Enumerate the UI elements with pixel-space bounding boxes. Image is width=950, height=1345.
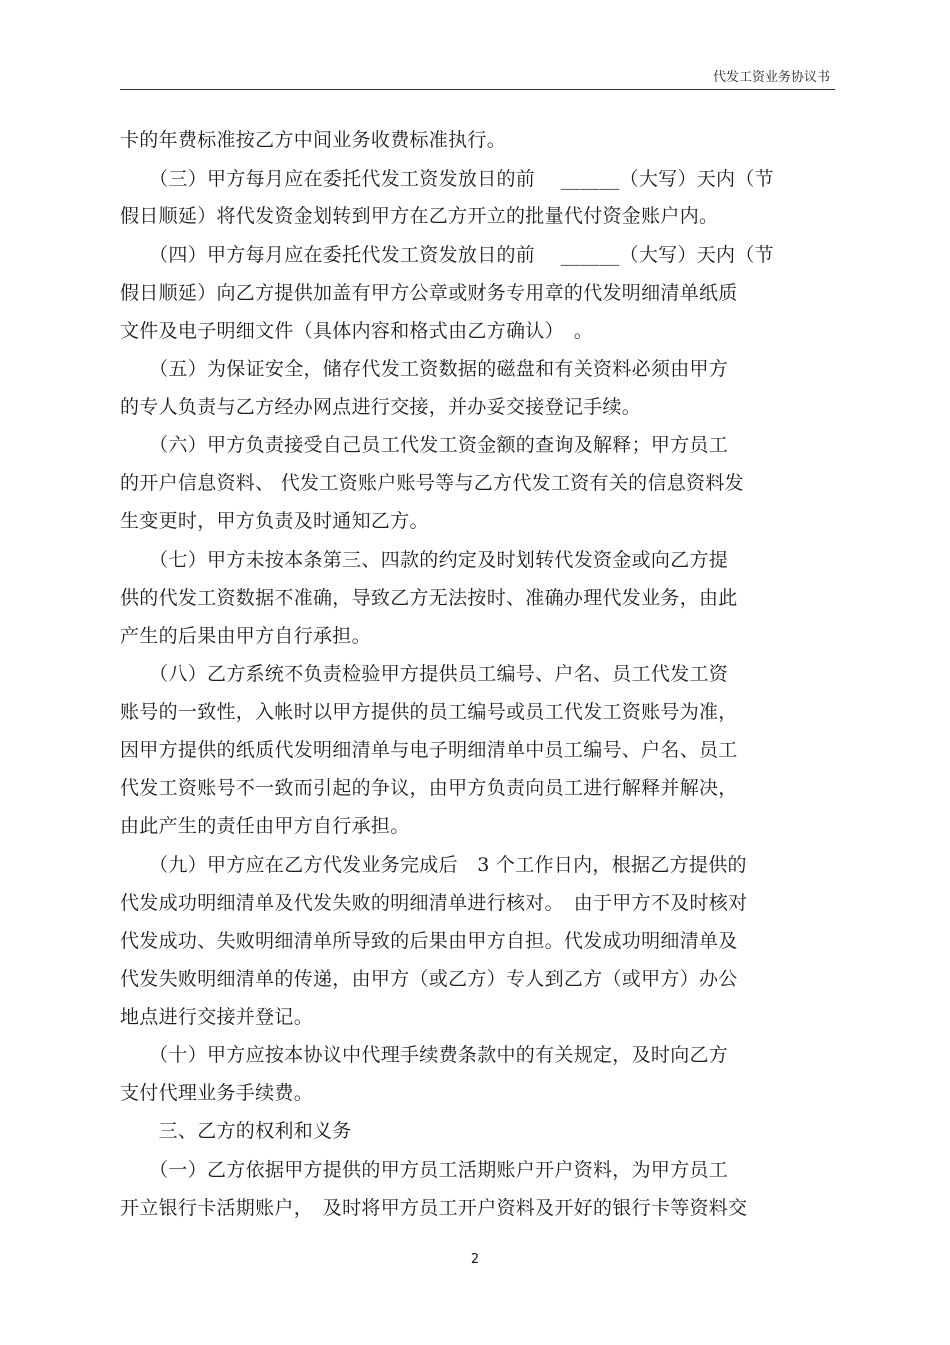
- body-line: （九）甲方应在乙方代发业务完成后 3 个工作日内，根据乙方提供的: [120, 854, 747, 876]
- body-line: 代发成功、失败明细清单所导致的后果由甲方自担。代发成功明细清单及: [120, 930, 738, 952]
- body-line: （五）为保证安全，储存代发工资数据的磁盘和有关资料必须由甲方: [120, 358, 729, 380]
- body-line: 地点进行交接并登记。: [120, 1006, 314, 1028]
- body-line: （八）乙方系统不负责检验甲方提供员工编号、户名、员工代发工资: [120, 663, 729, 685]
- page-header-title: 代发工资业务协议书: [712, 70, 830, 85]
- body-line: 的开户信息资料、 代发工资账户账号等与乙方代发工资有关的信息资料发: [120, 472, 744, 494]
- body-line: 代发工资账号不一致而引起的争议，由甲方负责向员工进行解释并解决，: [120, 777, 738, 799]
- body-line: 卡的年费标准按乙方中间业务收费标准执行。: [120, 129, 507, 151]
- body-line: 生变更时，甲方负责及时通知乙方。: [120, 510, 429, 532]
- section-heading: 三、乙方的权利和义务: [120, 1120, 352, 1142]
- body-line: 代发失败明细清单的传递，由甲方（或乙方）专人到乙方（或甲方）办公: [120, 968, 738, 990]
- body-line: 代发成功明细清单及代发失败的明细清单进行核对。 由于甲方不及时核对: [120, 892, 748, 914]
- body-line: （六）甲方负责接受自己员工代发工资金额的查询及解释；甲方员工: [120, 434, 729, 456]
- body-line: 支付代理业务手续费。: [120, 1082, 314, 1104]
- body-line: 开立银行卡活期账户， 及时将甲方员工开户资料及开好的银行卡等资料交: [120, 1197, 748, 1219]
- body-line: 的专人负责与乙方经办网点进行交接，并办妥交接登记手续。: [120, 396, 642, 418]
- body-line: （三）甲方每月应在委托代发工资发放日的前 ______（大写）天内（节: [120, 168, 774, 190]
- body-line: 假日顺延）向乙方提供加盖有甲方公章或财务专用章的代发明细清单纸质: [120, 282, 738, 304]
- page-number: 2: [470, 1252, 480, 1267]
- body-line: 由此产生的责任由甲方自行承担。: [120, 815, 410, 837]
- body-line: （一）乙方依据甲方提供的甲方员工活期账户开户资料，为甲方员工: [120, 1159, 729, 1181]
- body-line: 因甲方提供的纸质代发明细清单与电子明细清单中员工编号、户名、员工: [120, 739, 738, 761]
- body-line: 产生的后果由甲方自行承担。: [120, 625, 371, 647]
- body-line: （七）甲方未按本条第三、四款的约定及时划转代发资金或向乙方提: [120, 549, 729, 571]
- body-line: （四）甲方每月应在委托代发工资发放日的前 ______（大写）天内（节: [120, 244, 774, 266]
- body-line: 账号的一致性，入帐时以甲方提供的员工编号或员工代发工资账号为准，: [120, 701, 738, 723]
- body-line: 假日顺延）将代发资金划转到甲方在乙方开立的批量代付资金账户内。: [120, 205, 719, 227]
- body-line: （十）甲方应按本协议中代理手续费条款中的有关规定，及时向乙方: [120, 1044, 729, 1066]
- header-rule: [120, 89, 835, 90]
- body-line: 文件及电子明细文件（具体内容和格式由乙方确认） 。: [120, 320, 594, 342]
- body-line: 供的代发工资数据不准确，导致乙方无法按时、准确办理代发业务，由此: [120, 587, 738, 609]
